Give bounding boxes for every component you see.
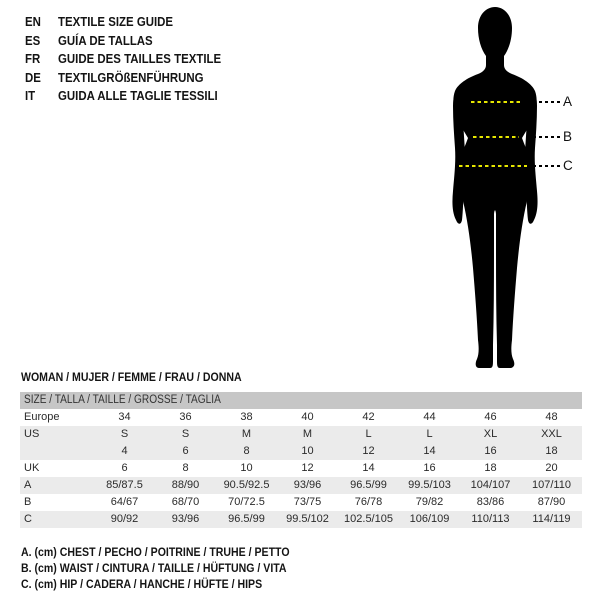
size-value-cell: 6 (121, 462, 128, 474)
size-value-cell: 83/86 (476, 496, 505, 508)
size-value-cell: XXL (541, 428, 562, 440)
language-row (25, 69, 243, 88)
section-title (21, 370, 272, 384)
size-value-cell: M (241, 428, 252, 440)
size-value-cell: 48 (545, 411, 558, 423)
row-label: UK (24, 462, 40, 474)
size-value-cell: 18 (545, 445, 558, 457)
language-row (25, 50, 243, 69)
language-code: FR (25, 51, 41, 66)
row-label: A (24, 479, 32, 491)
size-value-cell: 99.5/103 (408, 479, 451, 491)
size-value-cell: 4 (121, 445, 128, 457)
language-code: IT (25, 88, 36, 103)
size-value-cell: 6 (182, 445, 189, 457)
size-table-body (20, 409, 582, 528)
language-row (25, 32, 243, 51)
size-value-cell: 87/90 (537, 496, 566, 508)
size-value-cell: 36 (179, 411, 192, 423)
size-value-cell: 96.5/99 (350, 479, 387, 491)
table-row (20, 511, 582, 528)
size-value-cell: 93/96 (171, 513, 200, 525)
size-value-cell: 38 (240, 411, 253, 423)
row-label: B (24, 496, 32, 508)
size-value-cell: XL (483, 428, 498, 440)
row-label: C (24, 513, 32, 525)
language-title: GUIDE DES TAILLES TEXTILE (58, 51, 222, 66)
section-title-text: WOMAN / MUJER / FEMME / FRAU / DONNA (21, 370, 242, 384)
size-value-cell: 18 (484, 462, 497, 474)
size-value-cell: M (302, 428, 313, 440)
size-value-cell: 104/107 (470, 479, 511, 491)
size-value-cell: 99.5/102 (286, 513, 329, 525)
size-value-cell: 90.5/92.5 (223, 479, 270, 491)
size-table-header-text: SIZE / TALLA / TAILLE / GRÖSSE / TAGLIA (24, 394, 221, 406)
table-row (20, 409, 582, 426)
language-title: GUÍA DE TALLAS (58, 32, 153, 48)
size-value-cell: 8 (243, 445, 250, 457)
size-value-cell: 12 (362, 445, 375, 457)
size-value-cell: 12 (301, 462, 314, 474)
size-value-cell: 110/113 (471, 513, 510, 525)
size-value-cell: 20 (545, 462, 558, 474)
language-code: DE (25, 69, 41, 85)
legend-line: B. (cm) WAIST / CINTURA / TAILLE / HÜFTUNG / VITA (21, 560, 287, 575)
table-row (20, 426, 582, 443)
woman-silhouette-icon (400, 0, 600, 380)
table-row (20, 477, 582, 494)
size-value-cell: 102.5/105 (344, 513, 393, 525)
size-value-cell: 107/110 (532, 479, 571, 491)
size-value-cell: 46 (484, 411, 497, 423)
size-value-cell: L (365, 428, 372, 440)
size-value-cell: 14 (423, 445, 436, 457)
size-value-cell: 16 (423, 462, 436, 474)
measurement-legend (21, 545, 326, 592)
size-table (20, 392, 582, 528)
size-value-cell: 64/67 (110, 496, 139, 508)
size-value-cell: 93/96 (293, 479, 322, 491)
language-title: TEXTILE SIZE GUIDE (58, 14, 174, 29)
language-row (25, 87, 243, 106)
size-value-cell: S (120, 428, 129, 440)
size-value-cell: 10 (240, 462, 253, 474)
language-code: EN (25, 14, 41, 29)
size-value-cell: 85/87.5 (106, 479, 143, 491)
size-value-cell: 114/119 (532, 513, 571, 525)
measure-label-c: C (563, 158, 573, 173)
size-value-cell: L (426, 428, 433, 440)
size-value-cell: 79/82 (415, 496, 444, 508)
language-title: TEXTILGRÖßENFÜHRUNG (58, 69, 204, 85)
size-value-cell: 96.5/99 (228, 513, 265, 525)
language-list (25, 13, 243, 106)
size-value-cell: 8 (182, 462, 189, 474)
row-label: US (24, 428, 40, 440)
body-measurement-figure (400, 0, 600, 380)
size-value-cell: 106/109 (409, 513, 450, 525)
size-value-cell: 90/92 (110, 513, 139, 525)
size-value-cell: S (181, 428, 190, 440)
measure-label-b: B (563, 129, 573, 144)
table-row (20, 494, 582, 511)
size-value-cell: 68/70 (171, 496, 200, 508)
size-value-cell: 34 (118, 411, 131, 423)
language-code: ES (25, 32, 41, 48)
size-value-cell: 42 (362, 411, 375, 423)
size-value-cell: 76/78 (354, 496, 383, 508)
size-value-cell: 14 (362, 462, 375, 474)
size-value-cell: 10 (301, 445, 314, 457)
size-value-cell: 44 (423, 411, 436, 423)
legend-line: C. (cm) HIP / CADERA / HANCHE / HÜFTE / HIPS (21, 576, 263, 591)
table-row (20, 460, 582, 477)
language-title: GUIDA ALLE TAGLIE TESSILI (58, 88, 218, 103)
size-value-cell: 40 (301, 411, 314, 423)
size-value-cell: 70/72.5 (228, 496, 265, 508)
measure-label-a: A (563, 94, 573, 109)
size-value-cell: 73/75 (293, 496, 322, 508)
legend-line: A. (cm) CHEST / PECHO / POITRINE / TRUHE / PETTO (21, 545, 290, 559)
row-label: Europe (24, 411, 60, 423)
table-row (20, 443, 582, 460)
row-label (20, 443, 94, 460)
size-value-cell: 16 (484, 445, 497, 457)
size-table-header (20, 392, 582, 409)
size-value-cell: 88/90 (171, 479, 200, 491)
language-row (25, 13, 243, 32)
